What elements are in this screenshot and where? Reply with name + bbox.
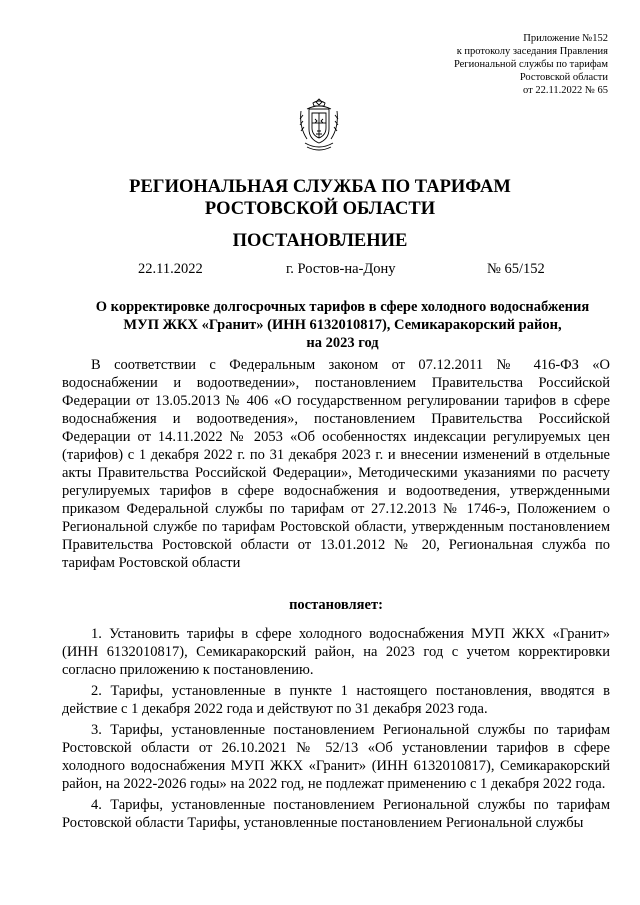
appendix-note [454,32,608,97]
agency-name-line-1: РЕГИОНАЛЬНАЯ СЛУЖБА ПО ТАРИФАМ [129,177,511,197]
subject-line-3: на 2023 год [306,335,379,351]
resolution-item-3: 3. Тарифы, установленные постановлением Региональной службы по тарифам Ростовской области от 26.10.2021 № 52/13 «Об установлении тарифов в сфере холодного водоснабжения МУП ЖКХ «Гранит» (ИНН 6132010817), Семикаракорский район, на 2022-2026 годы» на 2022 год, не подлежат применению с 1 декабря 2022 года. [62,722,610,792]
document-subject [70,298,615,352]
resolution-item-4: 4. Тарифы, установленные постановлением Региональной службы по тарифам Ростовской области Тарифы, установленные постановлением Региональной службы [62,797,610,831]
document-number: № 65/152 [487,261,545,277]
subject-line-1: О корректировке долгосрочных тарифов в сфере холодного водоснабжения [95,299,590,315]
appendix-line-4: Ростовской области [519,72,608,83]
appendix-line-2: к протоколу заседания Правления [456,46,608,57]
preamble-paragraph: В соответствии с Федеральным законом от 07.12.2011 № 416-ФЗ «О водоснабжении и водоотведении», постановлением Правительства Российской Федерации от 13.05.2013 № 406 «О государственном регулировании тарифов в сфере водоснабжения и водоотведения», постановлением Правительства Российской Федерации от 14.11.2022 № 2053 «Об особенностях индексации регулируемых цен (тарифов) с 1 декабря 2022 г. по 31 декабря 2023 г. и внесении изменений в отдельные акты Правительства Российской Федерации», Методическими указаниями по расчету регулируемых тарифов в сфере водоснабжения и водоотведения, утвержденными приказом Федеральной службы по тарифам от 27.12.2013 № 1746-э, Положением о Региональной службе по тарифам Ростовской области, утвержденным постановлением Правительства Ростовской области от 13.01.2012 № 20, Региональная служба по тарифам Ростовской области [62,357,610,571]
appendix-line-1: Приложение №152 [523,33,608,44]
appendix-line-5: от 22.11.2022 № 65 [523,85,608,96]
resolution-items [62,625,610,835]
agency-name-line-2: РОСТОВСКОЙ ОБЛАСТИ [204,199,436,219]
document-type-title: ПОСТАНОВЛЕНИЕ [232,231,408,251]
coat-of-arms-icon [297,95,341,155]
preamble [62,356,610,572]
document-date: 22.11.2022 [138,261,203,277]
resolution-item-1: 1. Установить тарифы в сфере холодного водоснабжения МУП ЖКХ «Гранит» (ИНН 6132010817), Семикаракорский район, на 2023 год с учетом корректировки согласно приложению к постановлению. [62,626,610,678]
resolves-heading: постановляет: [289,597,383,613]
document-city: г. Ростов-на-Дону [286,261,396,277]
appendix-line-3: Региональной службы по тарифам [453,59,608,70]
agency-name [0,176,640,220]
subject-line-2: МУП ЖКХ «Гранит» (ИНН 6132010817), Семикаракорский район, [123,317,562,333]
resolution-item-2: 2. Тарифы, установленные в пункте 1 настоящего постановления, вводятся в действие с 1 декабря 2022 года и действуют по 31 декабря 2023 года. [62,683,610,717]
